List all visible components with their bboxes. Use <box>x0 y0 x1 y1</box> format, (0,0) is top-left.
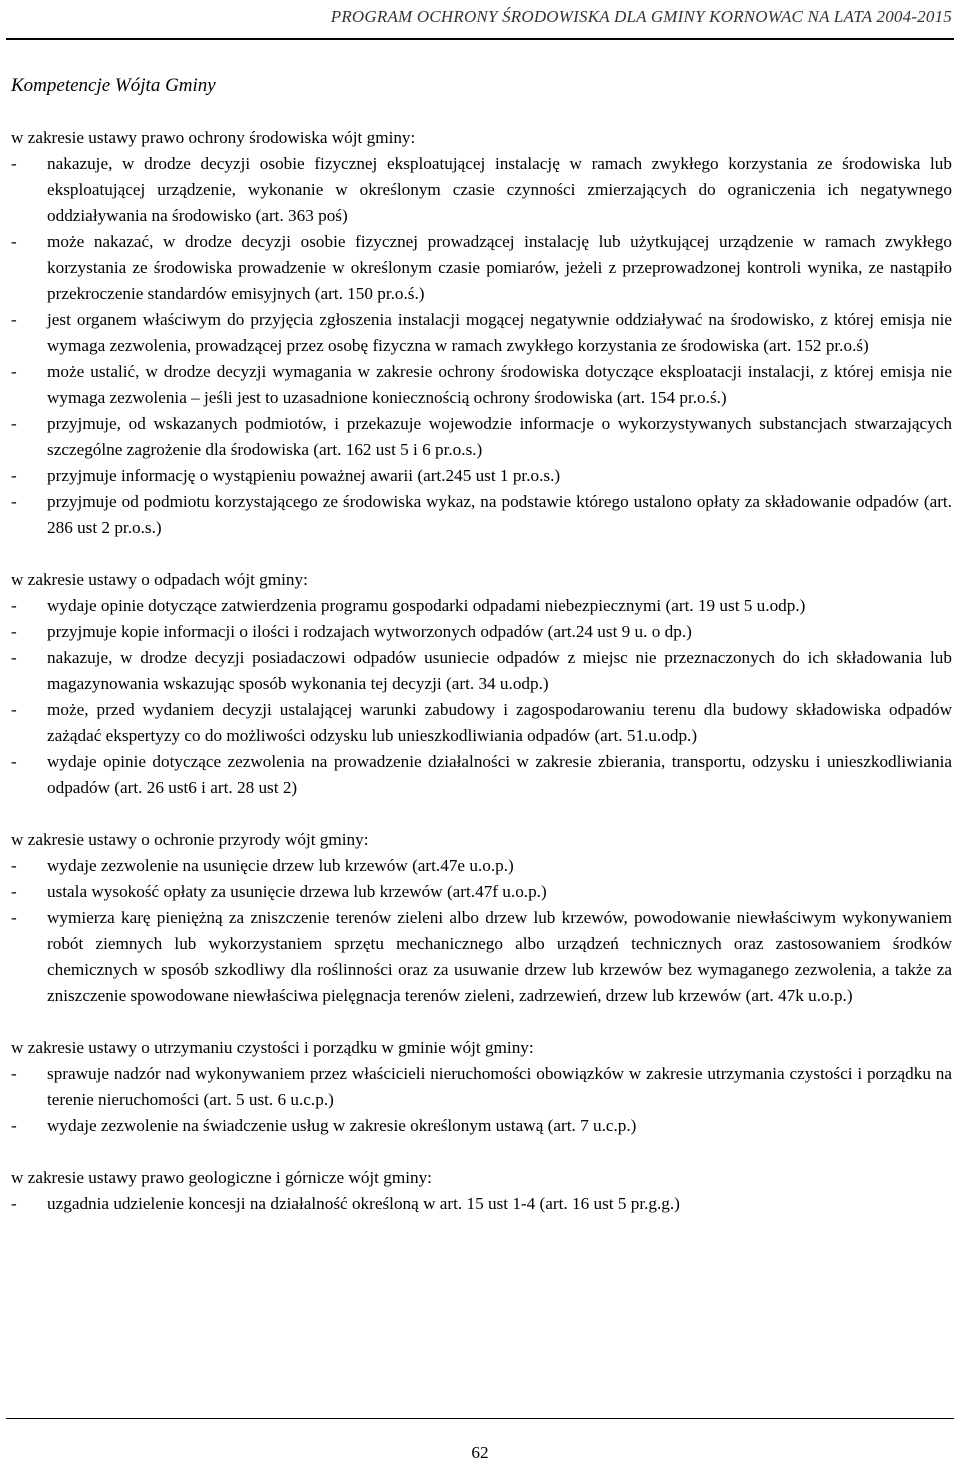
competence-list <box>11 1061 952 1139</box>
footer-divider <box>6 1418 954 1419</box>
competence-item: - sprawuje nadzór nad wykonywaniem przez właścicieli nieruchomości obowiązków w zakresie utrzymania czystości i porządku na terenie nieruchomości (art. 5 ust. 6 u.c.p.) <box>11 1061 952 1113</box>
competence-list <box>11 1191 952 1217</box>
competence-item: - wydaje zezwolenie na świadczenie usług w zakresie określonym ustawą (art. 7 u.c.p.) <box>11 1113 952 1139</box>
competence-item: - wydaje opinie dotyczące zatwierdzenia programu gospodarki odpadami niebezpiecznymi (art. 19 ust 5 u.odp.) <box>11 593 952 619</box>
competence-item: - uzgadnia udzielenie koncesji na działalność określoną w art. 15 ust 1-4 (art. 16 ust 5 pr.g.g.) <box>11 1191 952 1217</box>
competence-section <box>11 1035 952 1139</box>
competence-section <box>11 1165 952 1217</box>
competence-item: - nakazuje, w drodze decyzji posiadaczowi odpadów usuniecie odpadów z miejsc nie przeznaczonych do ich składowania lub magazynowania wskazując sposób wykonania tej decyzji (art. 34 u.odp.) <box>11 645 952 697</box>
competence-list <box>11 593 952 801</box>
competence-item: - wydaje zezwolenie na usunięcie drzew lub krzewów (art.47e u.o.p.) <box>11 853 952 879</box>
competence-item: - jest organem właściwym do przyjęcia zgłoszenia instalacji mogącej negatywnie oddziaływać na środowisko, z której emisja nie wymaga zezwolenia, prowadzącej przez osobę fizyczna w ramach zwykłego korzystania ze środowiska (art. 152 pr.o.ś) <box>11 307 952 359</box>
page-title: Kompetencje Wójta Gminy <box>11 75 216 96</box>
competence-item: - przyjmuje od podmiotu korzystającego ze środowiska wykaz, na podstawie którego ustalono opłaty za składowanie odpadów (art. 286 ust 2 pr.o.s.) <box>11 489 952 541</box>
page-number: 62 <box>471 1443 489 1462</box>
header-divider <box>6 38 954 40</box>
competence-item: - może ustalić, w drodze decyzji wymagania w zakresie ochrony środowiska dotyczące eksploatacji instalacji, z której emisja nie wymaga zezwolenia – jeśli jest to uzasadnione koniecznością ochrony środowiska (art. 154 pr.o.ś.) <box>11 359 952 411</box>
section-heading: w zakresie ustawy o ochronie przyrody wójt gminy: <box>11 830 369 849</box>
competence-item: - ustala wysokość opłaty za usunięcie drzewa lub krzewów (art.47f u.o.p.) <box>11 879 952 905</box>
competence-item: - nakazuje, w drodze decyzji osobie fizycznej eksploatującej instalację w ramach zwykłego korzystania ze środowiska lub eksploatującej urządzenie, wykonanie w określonym czasie czynności zmierzających do ograniczenia ich negatywnego oddziaływania na środowisko (art. 363 poś) <box>11 151 952 229</box>
competence-section <box>11 567 952 801</box>
competence-item: - wymierza karę pieniężną za zniszczenie terenów zieleni albo drzew lub krzewów, powodowanie niewłaściwym wykonywaniem robót ziemnych lub wykorzystaniem sprzętu mechanicznego albo urządzeń technicznych oraz zastosowaniem środków chemicznych w sposób szkodliwy dla roślinności oraz za usuwanie drzew lub krzewów bez wymaganego zezwolenia, a także za zniszczenie spowodowane niewłaściwa pielęgnacja terenów zieleni, zadrzewień, drzew lub krzewów (art. 47k u.o.p.) <box>11 905 952 1009</box>
competence-item: - przyjmuje kopie informacji o ilości i rodzajach wytworzonych odpadów (art.24 ust 9 u. o dp.) <box>11 619 952 645</box>
competence-item: - przyjmuje informację o wystąpieniu poważnej awarii (art.245 ust 1 pr.o.s.) <box>11 463 952 489</box>
competence-section <box>11 125 952 541</box>
competence-item: - może, przed wydaniem decyzji ustalającej warunki zabudowy i zagospodarowaniu terenu dla budowy składowiska odpadów zażądać ekspertyzy co do możliwości odzysku lub unieszkodliwiania odpadów (art. 51.u.odp.) <box>11 697 952 749</box>
competence-item: - może nakazać, w drodze decyzji osobie fizycznej prowadzącej instalację lub użytkującej urządzenie w ramach zwykłego korzystania ze środowiska prowadzenie w określonym czasie pomiarów, jeżeli z przeprowadzonej kontroli wynika, ze nastąpiło przekroczenie standardów emisyjnych (art. 150 pr.o.ś.) <box>11 229 952 307</box>
section-heading: w zakresie ustawy o odpadach wójt gminy: <box>11 570 308 589</box>
document-body <box>11 125 952 1243</box>
competence-item: - przyjmuje, od wskazanych podmiotów, i przekazuje wojewodzie informacje o wykorzystywanych substancjach stwarzających szczególne zagrożenie dla środowiska (art. 162 ust 5 i 6 pr.o.s.) <box>11 411 952 463</box>
competence-list <box>11 853 952 1009</box>
competence-item: - wydaje opinie dotyczące zezwolenia na prowadzenie działalności w zakresie zbierania, transportu, odzysku i unieszkodliwiania odpadów (art. 26 ust6 i art. 28 ust 2) <box>11 749 952 801</box>
section-heading: w zakresie ustawy prawo ochrony środowiska wójt gminy: <box>11 128 416 147</box>
running-header: PROGRAM OCHRONY ŚRODOWISKA DLA GMINY KORNOWAC NA LATA 2004-2015 <box>330 7 952 26</box>
competence-list <box>11 151 952 541</box>
section-heading: w zakresie ustawy o utrzymaniu czystości i porządku w gminie wójt gminy: <box>11 1038 534 1057</box>
competence-section <box>11 827 952 1009</box>
section-heading: w zakresie ustawy prawo geologiczne i górnicze wójt gminy: <box>11 1168 432 1187</box>
